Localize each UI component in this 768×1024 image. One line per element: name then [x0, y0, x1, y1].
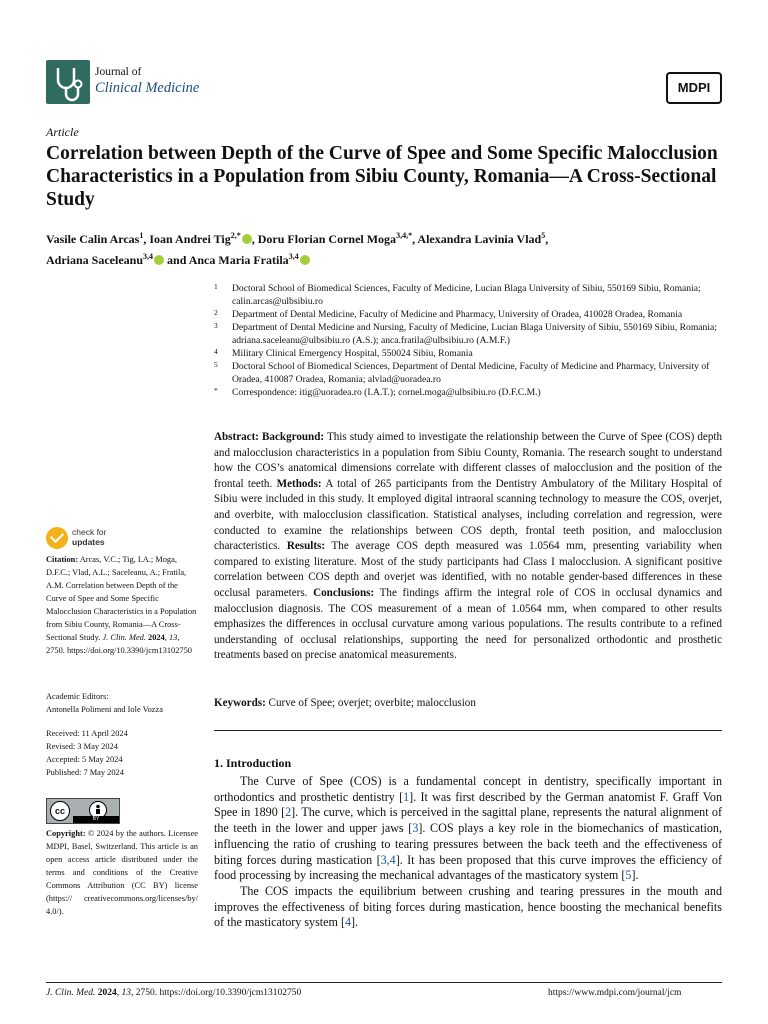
author-separator: ,	[143, 232, 150, 246]
footer-volume: 13	[121, 988, 131, 998]
footer-doi-link[interactable]: , 2750. https://doi.org/10.3390/jcm13102750	[130, 988, 302, 998]
affiliation-number: 5	[214, 360, 218, 369]
methods-label: Methods:	[276, 477, 322, 490]
editors-names: Antonella Polimeni and Iole Vozza	[46, 705, 163, 714]
accepted-date: Accepted: 5 May 2024	[46, 755, 123, 764]
intro-paragraph-2: The COS impacts the equilibrium between crushing and tearing pressures in the mouth and improves the effectiveness of biting forces during mastication, hence boosting the mechanical benefits of the masticatory system [4].	[214, 883, 722, 930]
introduction-body	[214, 774, 722, 931]
author-name[interactable]: Vasile Calin Arcas	[46, 232, 140, 246]
background-label: Background:	[262, 431, 325, 443]
affiliation-item	[214, 282, 734, 308]
publication-dates	[46, 727, 198, 779]
copyright-text: © 2024 by the authors. Licensee MDPI, Basel, Switzerland. This article is an open access article distributed under the terms and conditions of the Creative Commons Attribution (CC BY) license (https:// creativecommons.org/licenses/by/ 4.0/).	[46, 829, 198, 916]
footer-journal: J. Clin. Med.	[46, 988, 96, 998]
author-separator: ,	[251, 232, 258, 246]
affiliation-text: Doctoral School of Biomedical Sciences, Faculty of Medicine, Lucian Blaga University of Sibiu, 550169 Sibiu, Romania; calin.arcas@ulbsibiu.ro	[232, 283, 701, 307]
affiliation-text: Doctoral School of Biomedical Sciences, Department of Dental Medicine, Faculty of Medicine and Pharmacy, University of Oradea, 410087 Oradea, Romania; alvlad@uoradea.ro	[232, 361, 710, 385]
mdpi-logo: MDPI	[666, 72, 722, 104]
reference-link[interactable]: 3,4	[380, 852, 396, 867]
footer-divider	[46, 982, 722, 983]
affiliations	[214, 282, 734, 399]
abstract	[214, 430, 722, 664]
keywords-label: Keywords:	[214, 697, 266, 709]
editors-label: Academic Editors:	[46, 692, 109, 701]
author-line-2	[46, 248, 736, 269]
orcid-icon[interactable]	[300, 255, 310, 265]
author-list	[46, 227, 736, 269]
section-heading-introduction: 1. Introduction	[214, 756, 292, 770]
check-for-updates-button[interactable]	[46, 527, 166, 549]
author-name[interactable]: Alexandra Lavinia Vlad	[417, 232, 542, 246]
author-name[interactable]: Doru Florian Cornel Moga	[257, 232, 397, 246]
updates-label: updates	[72, 537, 105, 547]
author-affiliation-marker: 3,4	[143, 252, 154, 261]
author-affiliation-marker: 2,*	[230, 231, 241, 240]
published-date: Published: 7 May 2024	[46, 768, 124, 777]
reference-link[interactable]: 4	[344, 915, 352, 930]
author-separator: and	[164, 253, 189, 267]
citation-label: Citation:	[46, 555, 79, 564]
check-updates-icon	[46, 527, 68, 549]
citation-volume: 13	[168, 633, 178, 642]
reference-link[interactable]: 2	[285, 805, 292, 820]
footer-year: 2024	[97, 988, 117, 998]
citation-year: 2024	[148, 633, 165, 642]
conclusions-text: The findings affirm the integral role of COS in occlusal dynamics and malocclusion diagnosis. The COS measurement of a mean of 1.0564 mm, when compared to other results emphasizes the differences in occlusal curvature among various populations. The results contribute to a refined understanding of occlusal relationships, supporting the need for personalized orthodontic and prosthetic treatments based on precise anatomical measurements.	[214, 586, 723, 662]
author-affiliation-marker: 5	[541, 231, 546, 240]
affiliation-item	[214, 360, 734, 386]
journal-of-label: Journal of	[95, 66, 142, 78]
copyright-label: Copyright:	[46, 829, 86, 838]
footer-citation: J. Clin. Med. 2024, 13, 2750. https://doi.org/10.3390/jcm13102750	[46, 988, 302, 998]
cc-by-label: BY	[73, 816, 119, 823]
citation-block: Citation: Arcas, V.C.; Tig, I.A.; Moga, D.F.C.; Vlad, A.L.; Saceleanu, A.; Fratila, A.M. Correlation between Depth of the Curve of Spee and Some Specific Malocclusion Characteristics in a Population from Sibiu County, Romania—A Cross-Sectional Study. J. Clin. Med. 2024, 13, 2750. https://doi.org/10.3390/jcm13102750	[46, 555, 197, 655]
keywords-text: Curve of Spee; overjet; overbite; malocclusion	[268, 697, 476, 709]
affiliation-text: Department of Dental Medicine and Nursing, Faculty of Medicine, Lucian Blaga University of Sibiu, 550169 Sibiu, Romania; adriana.saceleanu@ulbsibiu.ro (A.S.); anca.fratila@ulbsibiu.ro (A.M.F.)	[232, 322, 717, 346]
footer-journal-url[interactable]: https://www.mdpi.com/journal/jcm	[548, 988, 682, 998]
background-text: This study aimed to investigate the relationship between the Curve of Spee (COS) depth and malocclusion characteristics in a population from Sibiu County, Romania. The research sought to understand how the COS’s anatomical dimensions correlate with different classes of malocclusion and the position of the frontal teeth.	[214, 431, 722, 490]
citation-journal: J. Clin. Med.	[102, 633, 146, 642]
check-for-label: check for	[72, 527, 107, 537]
results-label: Results:	[286, 540, 326, 553]
author-affiliation-marker: 3,4	[288, 252, 299, 261]
journal-logo	[46, 60, 90, 104]
affiliation-number: *	[214, 386, 218, 395]
cc-by-license-badge[interactable]	[46, 798, 120, 824]
affiliation-item	[214, 347, 734, 360]
keywords	[214, 697, 722, 709]
revised-date: Revised: 3 May 2024	[46, 742, 118, 751]
affiliation-text: Department of Dental Medicine, Faculty of Medicine and Pharmacy, University of Oradea, 410028 Oradea, Romania	[232, 309, 683, 320]
abstract-label: Abstract:	[214, 431, 259, 443]
author-name[interactable]: Ioan Andrei Tig	[149, 232, 231, 246]
author-affiliation-marker: 1	[139, 231, 144, 240]
author-name[interactable]: Adriana Saceleanu	[46, 253, 144, 267]
article-type: Article	[46, 125, 79, 139]
conclusions-label: Conclusions:	[313, 586, 375, 599]
copyright-notice	[46, 827, 198, 918]
received-date: Received: 11 April 2024	[46, 729, 128, 738]
orcid-icon[interactable]	[154, 255, 164, 265]
results-text: The average COS depth measured was 1.0564 mm, presenting variability when compared to existing literature. Most of the study participants had Class I malocclusion. A significant positive correlation between COS depth and overjet was identified, with no notable gender-based differences in these occlusal parameters.	[214, 540, 722, 599]
author-affiliation-marker: 3,4,*	[396, 231, 413, 240]
affiliation-number: 4	[214, 347, 218, 356]
cc-icon: cc	[50, 801, 70, 821]
affiliation-text: Correspondence: itig@uoradea.ro (I.A.T.); cornel.moga@ulbsibiu.ro (D.F.C.M.)	[232, 387, 541, 398]
author-line-1	[46, 227, 736, 248]
author-separator: ,	[545, 232, 549, 246]
affiliation-number: 3	[214, 321, 218, 330]
stethoscope-icon	[46, 60, 90, 104]
intro-paragraph-1: The Curve of Spee (COS) is a fundamental concept in dentistry, specifically important in orthodontics and prosthetic dentistry [1]. It was first described by the German anatomist F. Graff Von Spee in 1890 [2]. The curve, which is perceived in the sagittal plane, represents the natural alignment of the teeth in the lower and upper jaws [3]. COS plays a key role in the biomechanics of mastication, influencing the ratio of crushing to tearing pressures between the back teeth and the effectiveness of biting forces during mastication [3,4]. It has been proposed that this curve improves the efficiency of food processing by increasing the mechanical advantages of the masticatory system [5].	[214, 774, 723, 883]
citation-doi: , 2750. https://doi.org/10.3390/jcm13102750	[46, 633, 192, 655]
article-title: Correlation between Depth of the Curve of Spee and Some Specific Malocclusion Characteristics in a Population from Sibiu County, Romania—A Cross-Sectional Study	[46, 143, 718, 210]
affiliation-item	[214, 308, 734, 321]
journal-name: Clinical Medicine	[95, 80, 200, 96]
reference-link[interactable]: 3	[412, 821, 419, 836]
affiliation-text: Military Clinical Emergency Hospital, 550024 Sibiu, Romania	[232, 348, 473, 359]
affiliation-number: 1	[214, 282, 218, 291]
orcid-icon[interactable]	[242, 234, 252, 244]
citation-text: Arcas, V.C.; Tig, I.A.; Moga, D.F.C.; Vlad, A.L.; Saceleanu, A.; Fratila, A.M. Correlation between Depth of the Curve of Spee and Some Specific Malocclusion Characteristics in a Population from Sibiu County, Romania—A Cross-Sectional Study.	[46, 555, 197, 642]
methods-text: A total of 265 participants from the Dentistry Ambulatory of the Military Hospital of Sibiu were included in this study. It employed digital intraoral scanning technology to measure the COS, overjet, and overbite, with malocclusion classification. Statistical analyses, including correlation and regression, were conducted to examine the relationships between COS depth, frontal teeth position, and malocclusion characteristics.	[214, 477, 722, 553]
reference-link[interactable]: 1	[403, 789, 410, 804]
author-separator: ,	[412, 232, 418, 246]
affiliation-number: 2	[214, 308, 218, 317]
reference-link[interactable]: 5	[625, 868, 632, 883]
section-divider	[214, 730, 722, 731]
academic-editors	[46, 690, 198, 716]
affiliation-item	[214, 321, 734, 347]
author-name[interactable]: Anca Maria Fratila	[188, 253, 289, 267]
affiliation-item	[214, 386, 734, 399]
